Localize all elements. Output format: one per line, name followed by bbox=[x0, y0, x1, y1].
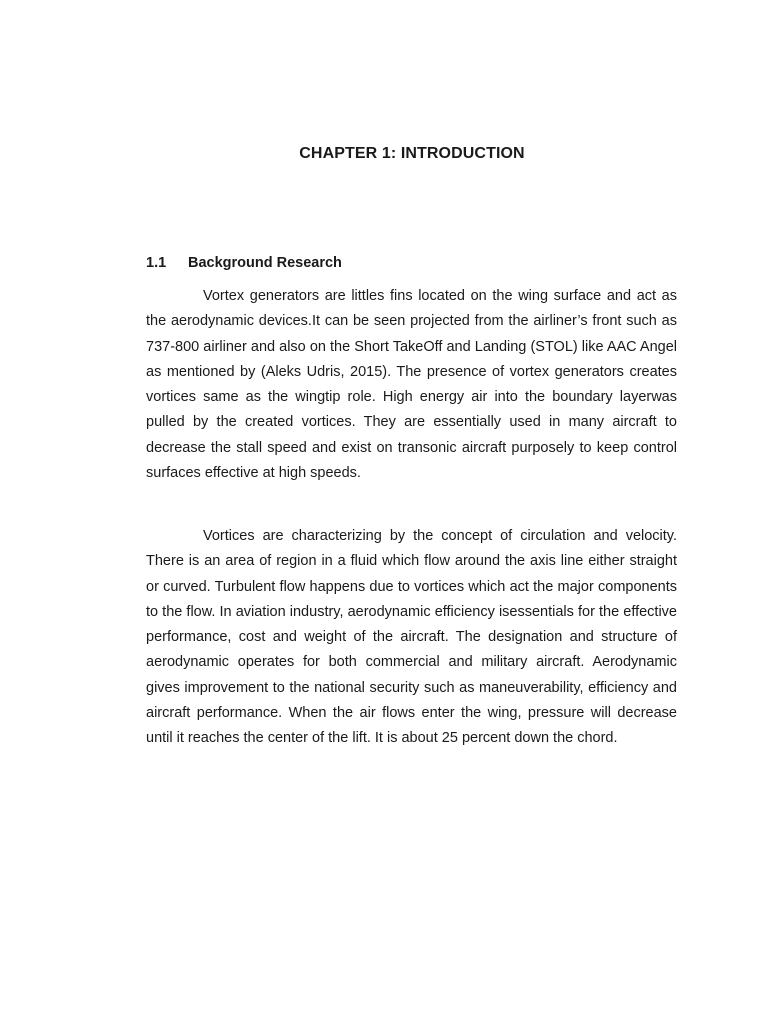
chapter-title: CHAPTER 1: INTRODUCTION bbox=[299, 145, 525, 162]
section-heading bbox=[146, 255, 342, 271]
paragraph-vortex-generators: Vortex generators are littles fins located on the wing surface and act as the aerodynamic devices.It can be seen projected from the airliner’s front such as 737-800 airliner and also on the Short TakeOff and Landing (STOL) like AAC Angel as mentioned by (Aleks Udris, 2015). The presence of vortex generators creates vortices same as the wingtip role. High energy air into the boundary layerwas pulled by the created vortices. They are essentially used in many aircraft to decrease the stall speed and exist on transonic aircraft purposely to keep control surfaces effective at high speeds. bbox=[146, 288, 677, 482]
paragraph-vortices: Vortices are characterizing by the concept of circulation and velocity. There is an area of region in a fluid which flow around the axis line either straight or curved. Turbulent flow happens due to vortices which act the major components to the flow. In aviation industry, aerodynamic efficiency isessentials for the effective performance, cost and weight of the aircraft. The designation and structure of aerodynamic operates for both commercial and military aircraft. Aerodynamic gives improvement to the national security such as maneuverability, efficiency and aircraft performance. When the air flows enter the wing, pressure will decrease until it reaches the center of the lift. It is about 25 percent down the chord. bbox=[146, 528, 677, 747]
section-number: 1.1 bbox=[146, 255, 167, 271]
section-title: Background Research bbox=[188, 255, 342, 271]
